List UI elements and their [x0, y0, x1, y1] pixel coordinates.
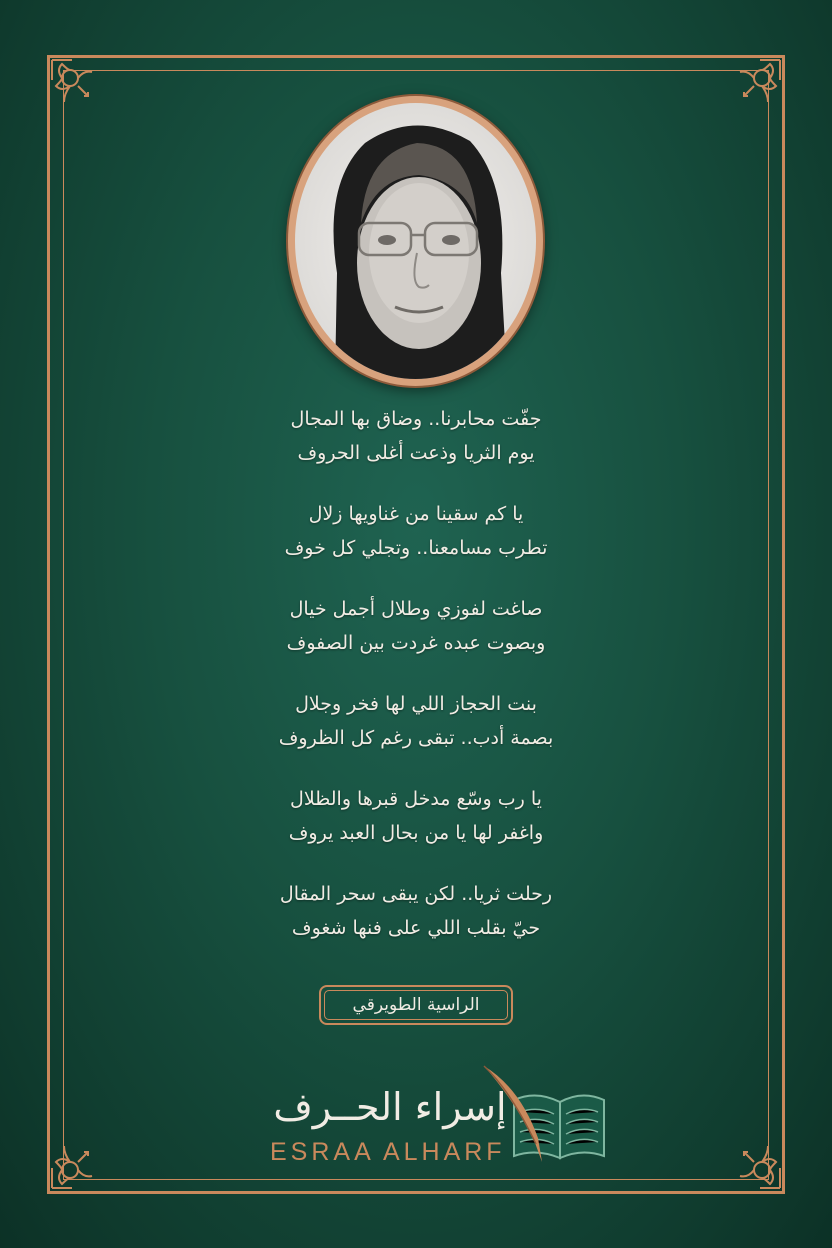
corner-ornament-icon — [48, 56, 100, 108]
poem-line: تطرب مسامعنا.. وتجلي كل خوف — [284, 537, 548, 559]
poem-line: يا كم سقينا من غناويها زلال — [308, 503, 524, 525]
poem-stanza — [160, 402, 672, 470]
poem-line: جفّت محابرنا.. وضاق بها المجال — [290, 408, 542, 430]
corner-ornament-icon — [732, 56, 784, 108]
poem-stanza — [160, 782, 672, 850]
open-book-quill-icon — [480, 1060, 610, 1170]
logo-arabic-text: إسراء الحــرف — [273, 1085, 507, 1129]
poem — [160, 402, 672, 972]
corner-ornament-icon — [732, 1140, 784, 1192]
poem-line: يوم الثريا وذعت أغلى الحروف — [297, 442, 535, 464]
poem-stanza — [160, 497, 672, 565]
poem-line: واغفر لها يا من بحال العبد يروف — [288, 822, 544, 844]
poem-line: بصمة أدب.. تبقى رغم كل الظروف — [278, 727, 554, 749]
author-badge — [319, 985, 513, 1025]
poem-line: صاغت لفوزي وطلال أجمل خيال — [289, 598, 543, 620]
portrait-frame — [288, 96, 543, 386]
portrait-photo — [295, 103, 536, 379]
author-name: الراسية الطويرقي — [352, 995, 480, 1015]
poem-line: رحلت ثريا.. لكن يبقى سحر المقال — [279, 883, 553, 905]
poem-stanza — [160, 687, 672, 755]
poem-line: وبصوت عبده غردت بين الصفوف — [286, 632, 546, 654]
poem-stanza — [160, 877, 672, 945]
poem-stanza — [160, 592, 672, 660]
poem-line: حيّ بقلب اللي على فنها شغوف — [291, 917, 541, 939]
poem-line: يا رب وسّع مدخل قبرها والظلال — [290, 788, 542, 810]
corner-ornament-icon — [48, 1140, 100, 1192]
poem-line: بنت الحجاز اللي لها فخر وجلال — [295, 693, 537, 715]
logo-english-text: ESRAA ALHARF — [270, 1138, 506, 1166]
